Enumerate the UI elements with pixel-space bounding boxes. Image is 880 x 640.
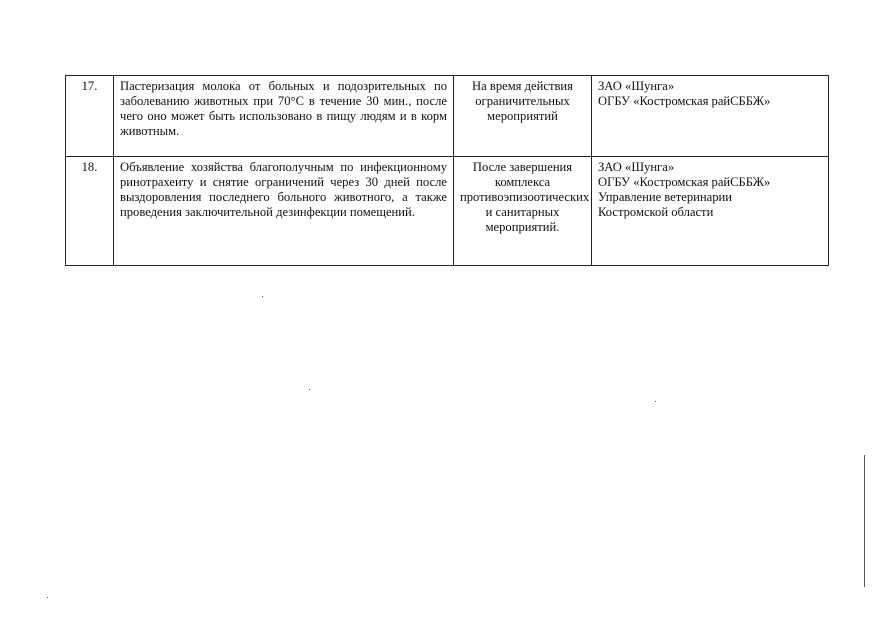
scan-speck xyxy=(655,401,656,402)
row-number: 18. xyxy=(66,157,114,266)
scan-speck xyxy=(309,389,310,390)
responsible-line: ЗАО «Шунга» xyxy=(598,160,675,174)
responsible-line: Костромской области xyxy=(598,205,714,219)
responsible-line: ОГБУ «Костромская райСББЖ» xyxy=(598,175,771,189)
responsible-cell xyxy=(592,157,829,266)
term-cell: На время действия ограничительных мероприятий xyxy=(454,76,592,157)
responsible-cell xyxy=(592,76,829,157)
measures-table xyxy=(65,75,829,266)
responsible-line: Управление ветеринарии xyxy=(598,190,733,204)
table-row xyxy=(66,76,829,157)
scan-speck xyxy=(47,597,48,598)
table-row xyxy=(66,157,829,266)
scan-edge-line xyxy=(864,455,865,587)
action-cell: Пастеризация молока от больных и подозрительных по заболеванию животных при 70°С в течение 30 мин., после чего оно может быть использовано в пищу людям и в корм животным. xyxy=(114,76,454,157)
action-cell: Объявление хозяйства благополучным по инфекционному ринотрахеиту и снятие ограничений через 30 дней после выздоровления последнего больного животного, а также проведения заключительной дезинфекции помещений. xyxy=(114,157,454,266)
scan-speck xyxy=(262,296,263,297)
row-number: 17. xyxy=(66,76,114,157)
responsible-line: ОГБУ «Костромская райСББЖ» xyxy=(598,94,771,108)
responsible-line: ЗАО «Шунга» xyxy=(598,79,675,93)
term-cell: После завершения комплекса противоэпизоотических и санитарных мероприятий. xyxy=(454,157,592,266)
